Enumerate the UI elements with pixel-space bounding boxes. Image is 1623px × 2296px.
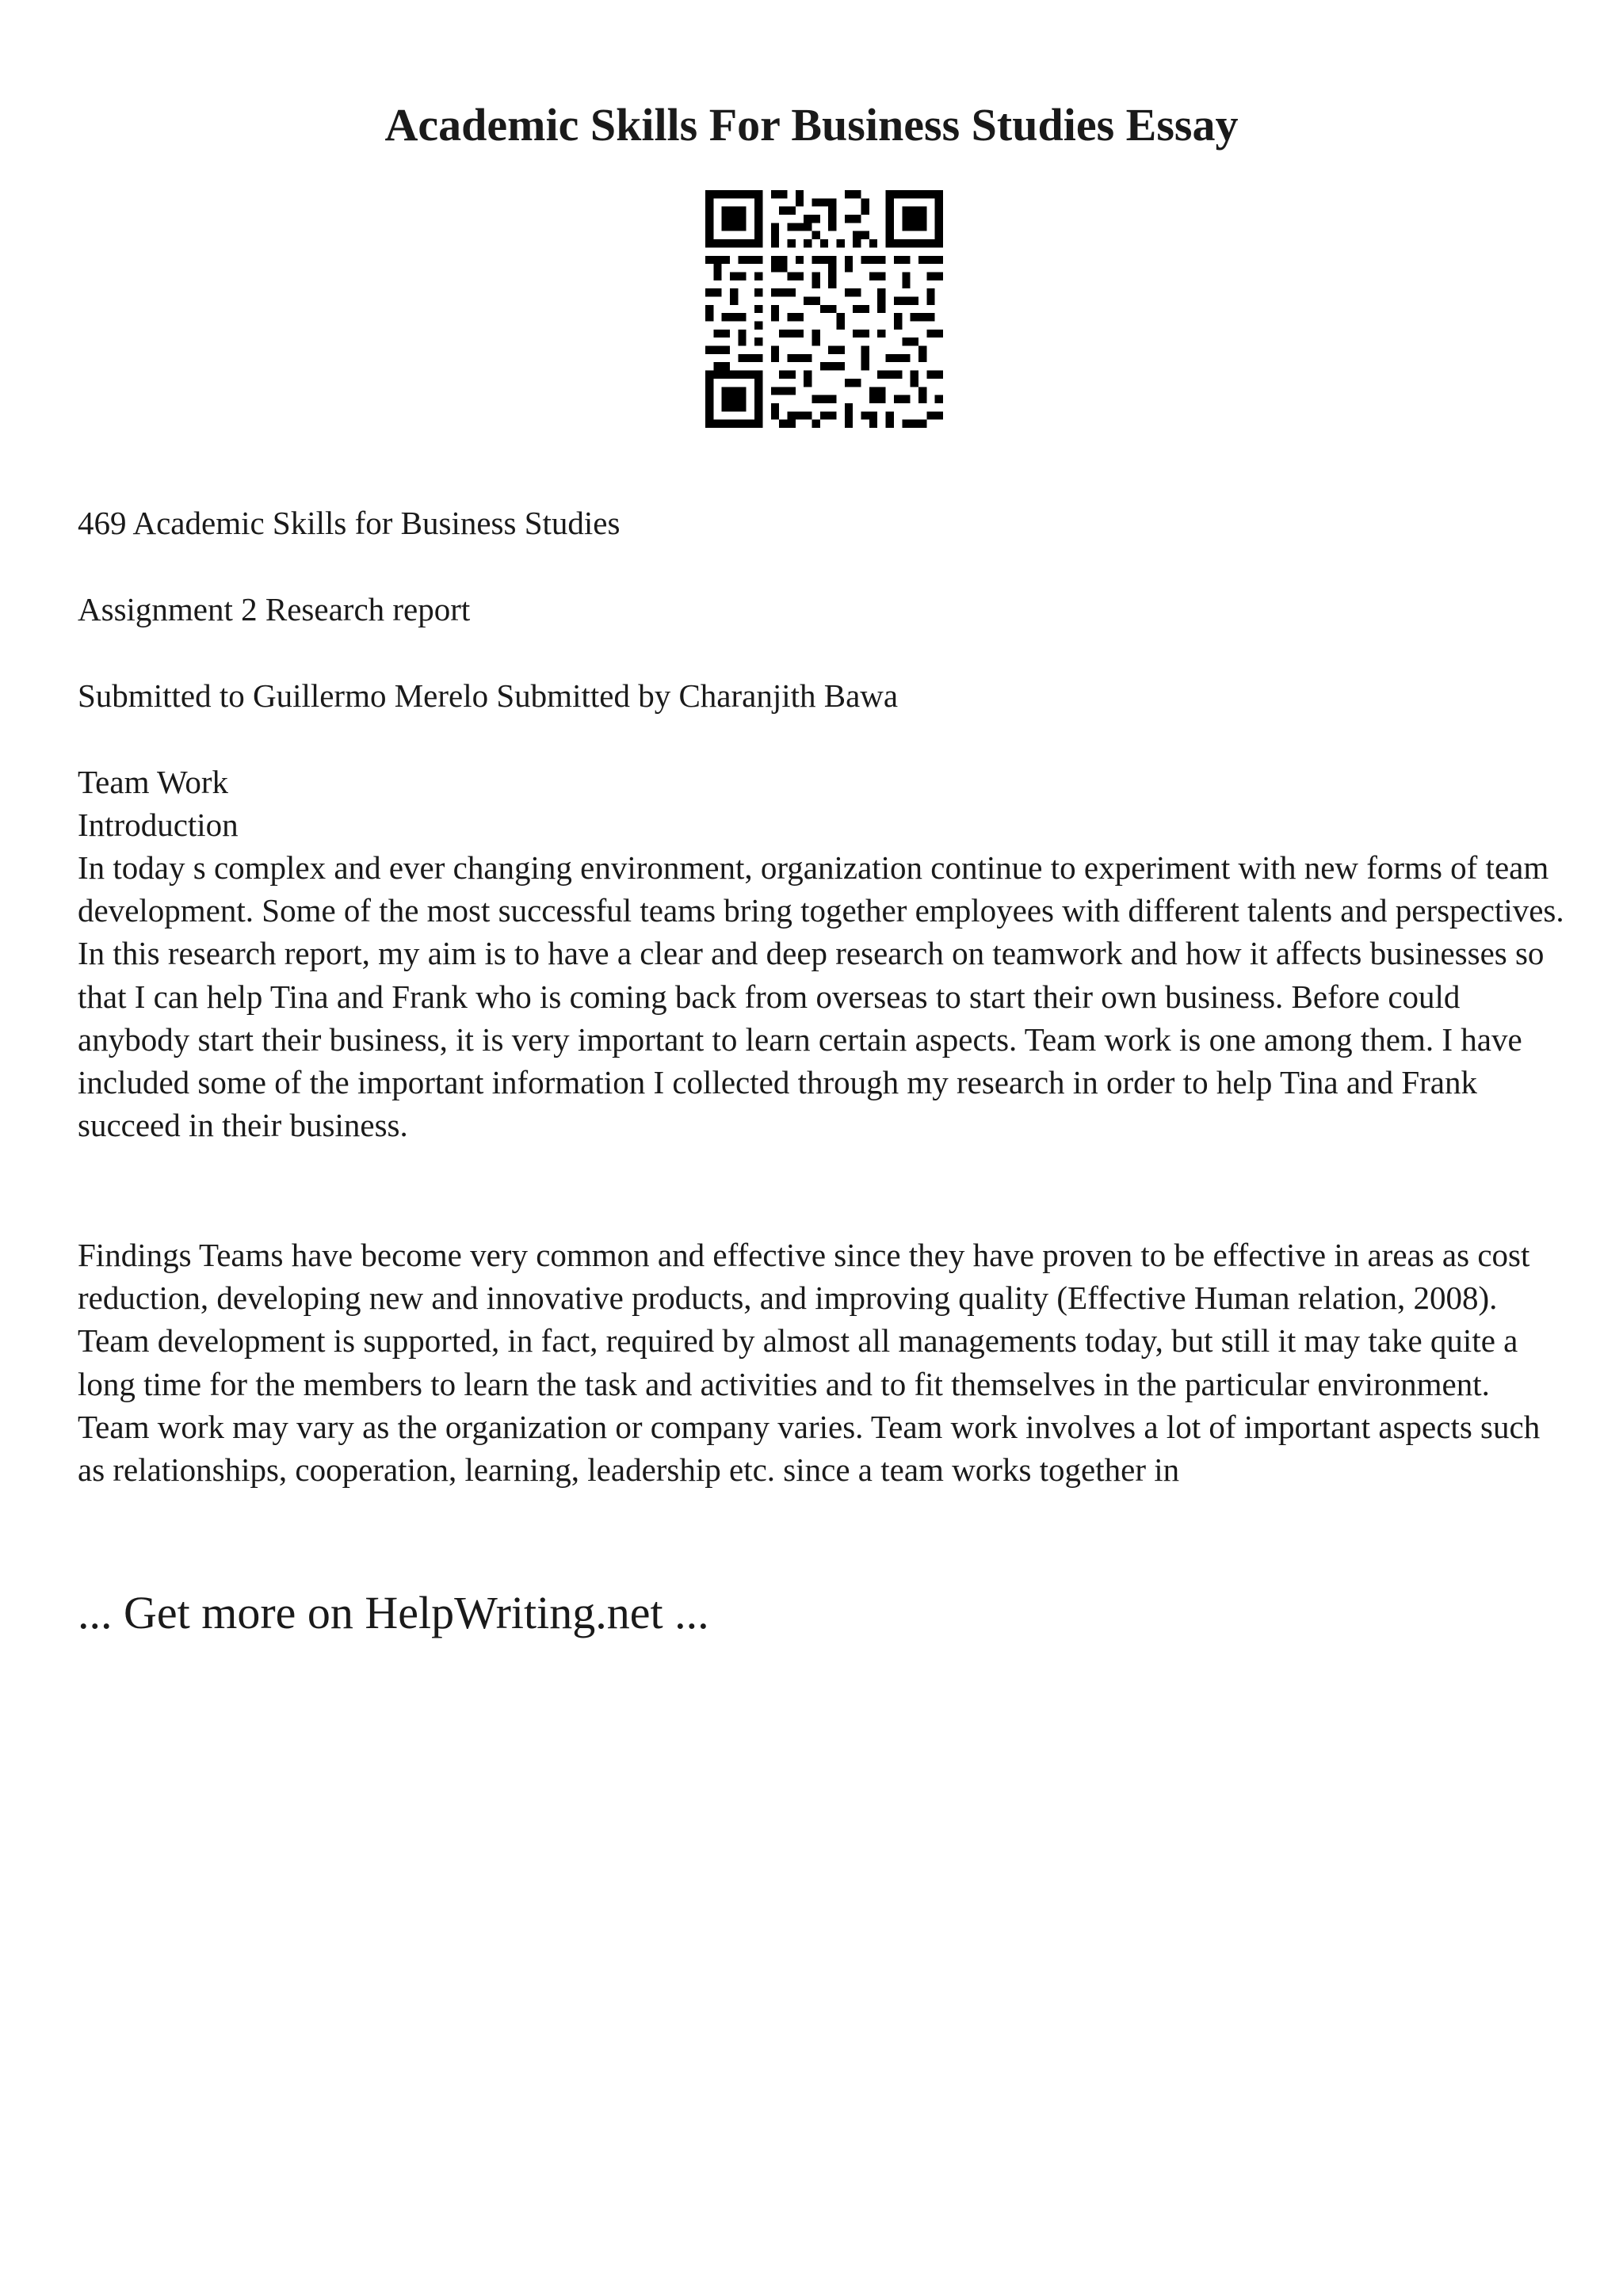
- get-more-link[interactable]: ... Get more on HelpWriting.net ...: [78, 1587, 709, 1638]
- course-line: 469 Academic Skills for Business Studies: [78, 505, 621, 541]
- findings-paragraph: Findings Teams have become very common and effective since they have proven to be effective in areas as cost reduction, developing new and innovative products, and improving quality (Effective Human relation, 2008). Team development is supported, in fact, required by almost all managements today, but still it may take quite a long time for the members to learn the task and activities and to fit themselves in the particular environment. Team work may vary as the organization or company varies. Team work involves a lot of important aspects such as relationships, cooperation, learning, leadership etc. since a team works together in: [78, 1237, 1541, 1489]
- submitted-line: Submitted to Guillermo Merelo Submitted by Charanjith Bawa: [78, 677, 899, 714]
- document-title: Academic Skills For Business Studies Essay: [384, 99, 1239, 151]
- section-heading-introduction: Introduction: [78, 807, 239, 843]
- introduction-paragraph: In today s complex and ever changing environment, organization continue to experiment with new forms of team development. Some of the most successful teams bring together employees with different talents and perspectives. In this research report, my aim is to have a clear and deep research on teamwork and how it affects businesses so that I can help Tina and Frank who is coming back from overseas to start their own business. Before could anybody start their business, it is very important to learn certain aspects. Team work is one among them. I have included some of the important information I collected through my research in order to help Tina and Frank succeed in their business.: [78, 849, 1564, 1144]
- qr-code-icon: [705, 190, 943, 428]
- assignment-line: Assignment 2 Research report: [78, 591, 471, 627]
- section-heading-team-work: Team Work: [78, 764, 229, 800]
